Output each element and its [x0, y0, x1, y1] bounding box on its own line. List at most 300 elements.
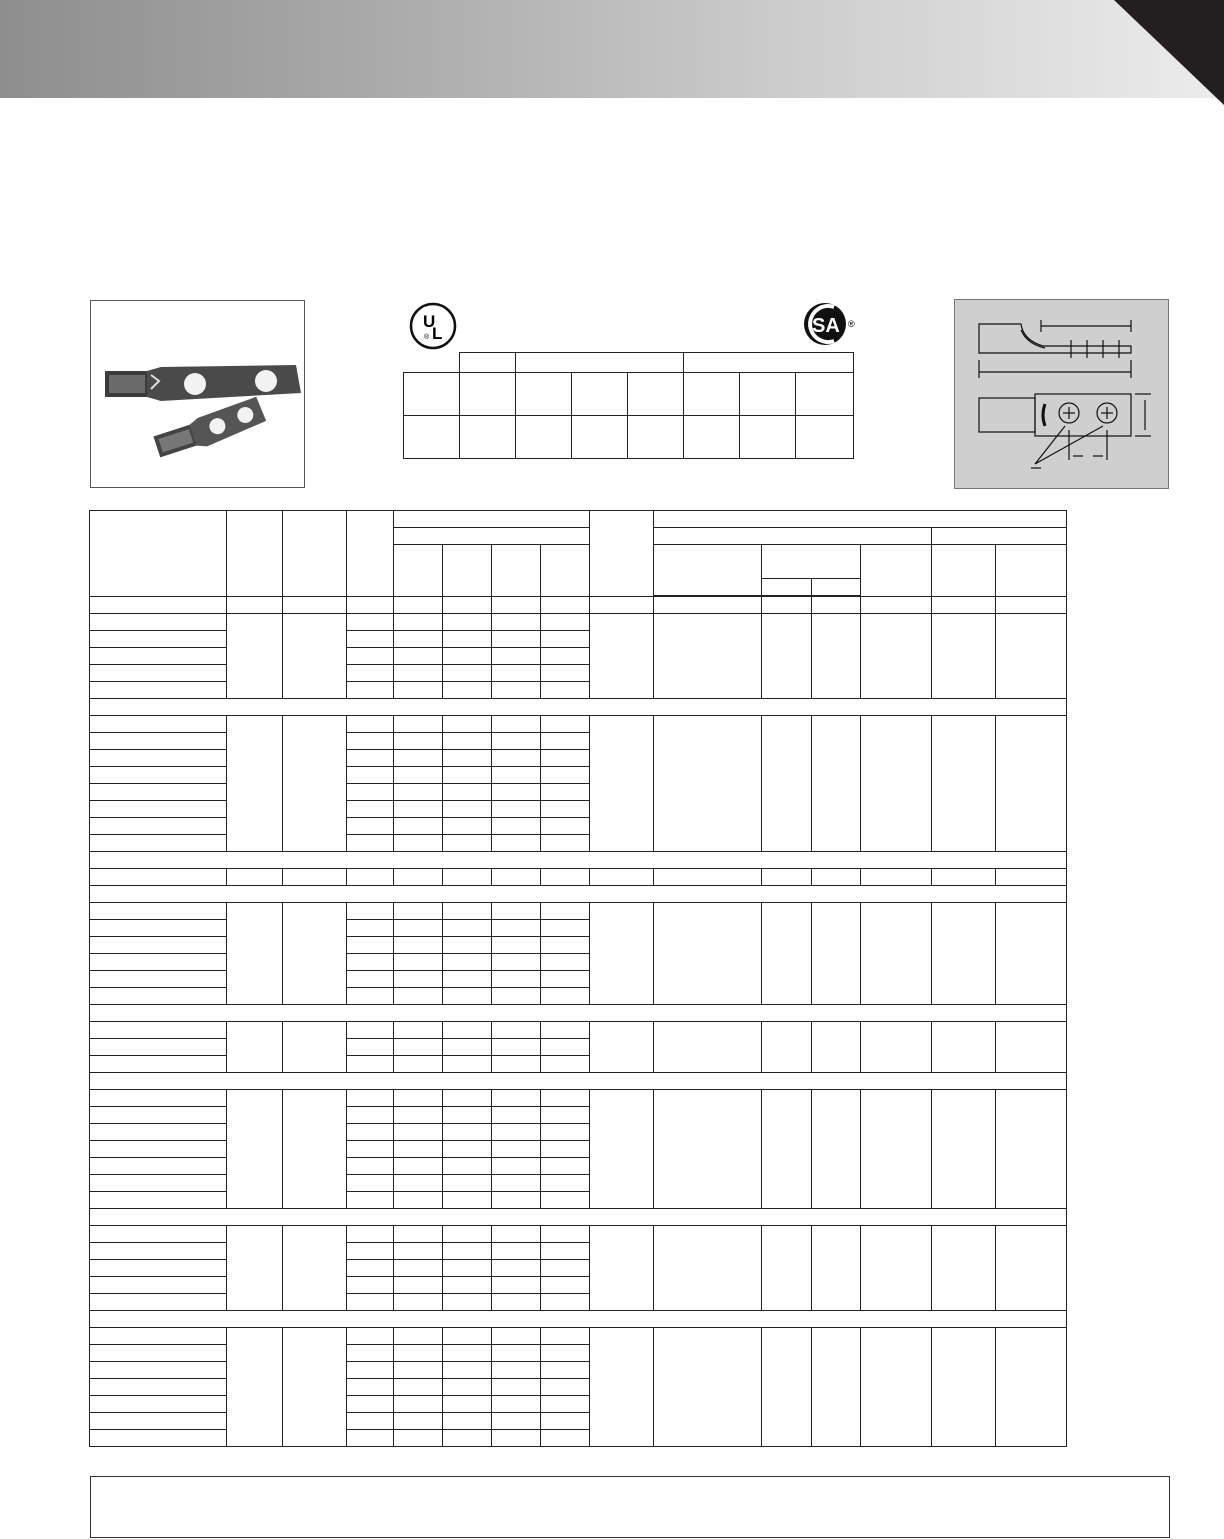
row-value-cell [443, 869, 492, 886]
row-value-cell [347, 1396, 394, 1413]
group-cell [762, 903, 812, 1005]
row-value-cell [492, 750, 541, 767]
certification-table [403, 352, 854, 459]
group-cell [227, 1022, 283, 1073]
group-cell [861, 1022, 932, 1073]
row-value-cell [394, 1396, 443, 1413]
group-cell [762, 716, 812, 852]
dimension-diagram [954, 299, 1169, 489]
row-value-cell [394, 784, 443, 801]
group-cell [762, 1328, 812, 1447]
row-value-cell [541, 1090, 590, 1107]
row-value-cell [541, 937, 590, 954]
group-cell [590, 1090, 654, 1209]
svg-text:SA: SA [812, 315, 840, 337]
row-value-cell [443, 750, 492, 767]
row-value-cell [492, 818, 541, 835]
cert-header-cell [516, 353, 684, 373]
row-value-cell [347, 835, 394, 852]
row-value-cell [492, 1430, 541, 1447]
row-value-cell [492, 1124, 541, 1141]
row-value-cell [492, 1243, 541, 1260]
row-value-cell [394, 665, 443, 682]
group-cell [932, 1022, 996, 1073]
row-value-cell [541, 1294, 590, 1311]
group-cell [654, 1226, 762, 1311]
units-cell [227, 597, 283, 614]
cert-cell [460, 373, 516, 416]
group-cell [812, 869, 861, 886]
row-value-cell [443, 1158, 492, 1175]
svg-text:®: ® [848, 319, 855, 329]
group-cell [861, 1090, 932, 1209]
cert-row-label [404, 373, 460, 416]
group-separator-cell [90, 1073, 1067, 1090]
cert-cell [740, 373, 796, 416]
group-cell [590, 869, 654, 886]
cert-header-cell [684, 353, 854, 373]
group-cell [283, 903, 347, 1005]
ul-logo [408, 301, 458, 351]
catalog-number-cell [90, 818, 227, 835]
group-cell [762, 869, 812, 886]
header-cell [932, 528, 1067, 545]
row-value-cell [394, 1039, 443, 1056]
row-value-cell [394, 1413, 443, 1430]
row-value-cell [492, 1039, 541, 1056]
catalog-number-cell [90, 835, 227, 852]
row-value-cell [541, 1141, 590, 1158]
lug-dimension-drawing [955, 300, 1168, 488]
cert-cell [740, 416, 796, 459]
group-separator-cell [90, 699, 1067, 716]
row-value-cell [541, 1345, 590, 1362]
group-cell [227, 869, 283, 886]
row-value-cell [541, 954, 590, 971]
row-value-cell [394, 716, 443, 733]
row-value-cell [394, 1158, 443, 1175]
row-value-cell [394, 1124, 443, 1141]
row-value-cell [347, 1192, 394, 1209]
catalog-number-cell [90, 1226, 227, 1243]
row-value-cell [492, 1379, 541, 1396]
table-row [90, 903, 1067, 920]
catalog-number-cell [90, 1141, 227, 1158]
catalog-number-cell [90, 903, 227, 920]
catalog-number-cell [90, 954, 227, 971]
row-value-cell [347, 869, 394, 886]
group-cell [861, 716, 932, 852]
group-cell [932, 903, 996, 1005]
group-cell [762, 1090, 812, 1209]
group-cell [590, 1328, 654, 1447]
row-value-cell [541, 988, 590, 1005]
units-cell [283, 597, 347, 614]
group-separator-cell [90, 886, 1067, 903]
cert-cell [684, 416, 740, 459]
group-cell [227, 716, 283, 852]
row-value-cell [443, 665, 492, 682]
row-value-cell [347, 1362, 394, 1379]
group-cell [590, 614, 654, 699]
header-cell [283, 511, 347, 597]
row-value-cell [492, 665, 541, 682]
row-value-cell [443, 1192, 492, 1209]
table-row [90, 1226, 1067, 1243]
catalog-number-cell [90, 1175, 227, 1192]
table-row [90, 1328, 1067, 1345]
group-cell [590, 716, 654, 852]
cert-corner-blank [404, 353, 460, 373]
group-cell [227, 1226, 283, 1311]
units-cell [932, 597, 996, 614]
row-value-cell [492, 1345, 541, 1362]
row-value-cell [541, 1413, 590, 1430]
row-value-cell [394, 920, 443, 937]
two-hole-lug-image [91, 301, 304, 487]
row-value-cell [492, 971, 541, 988]
header-cell [443, 545, 492, 597]
row-value-cell [541, 716, 590, 733]
row-value-cell [541, 835, 590, 852]
row-value-cell [443, 1022, 492, 1039]
row-value-cell [347, 784, 394, 801]
group-separator-row [90, 1073, 1067, 1090]
row-value-cell [394, 750, 443, 767]
header-cell [347, 511, 394, 597]
catalog-number-cell [90, 1379, 227, 1396]
group-cell [812, 614, 861, 699]
group-cell [227, 1328, 283, 1447]
row-value-cell [394, 1277, 443, 1294]
row-value-cell [443, 614, 492, 631]
row-value-cell [541, 750, 590, 767]
group-separator-row [90, 886, 1067, 903]
row-value-cell [492, 648, 541, 665]
row-value-cell [394, 614, 443, 631]
header-cell [227, 511, 283, 597]
group-cell [590, 1226, 654, 1311]
row-value-cell [394, 835, 443, 852]
row-value-cell [492, 1328, 541, 1345]
catalog-number-cell [90, 1413, 227, 1430]
cert-cell [516, 416, 572, 459]
catalog-number-cell [90, 1056, 227, 1073]
header-cell [654, 545, 762, 596]
header-cell [762, 579, 812, 596]
cert-cell [516, 373, 572, 416]
row-value-cell [347, 750, 394, 767]
row-value-cell [492, 1090, 541, 1107]
group-cell [812, 903, 861, 1005]
row-value-cell [394, 903, 443, 920]
group-cell [812, 716, 861, 852]
row-value-cell [347, 1124, 394, 1141]
row-value-cell [347, 1158, 394, 1175]
table-row [90, 1022, 1067, 1039]
row-value-cell [541, 1328, 590, 1345]
row-value-cell [443, 1243, 492, 1260]
header-cell [996, 545, 1067, 597]
group-separator-row [90, 1311, 1067, 1328]
row-value-cell [492, 835, 541, 852]
group-separator-row [90, 1209, 1067, 1226]
group-cell [283, 1226, 347, 1311]
row-value-cell [492, 869, 541, 886]
catalog-number-cell [90, 1243, 227, 1260]
row-value-cell [347, 1141, 394, 1158]
row-value-cell [541, 1192, 590, 1209]
row-value-cell [492, 1294, 541, 1311]
row-value-cell [347, 1430, 394, 1447]
group-separator-row [90, 1005, 1067, 1022]
cert-cell [796, 373, 854, 416]
row-value-cell [492, 1158, 541, 1175]
catalog-number-cell [90, 1345, 227, 1362]
svg-text:®: ® [424, 334, 430, 341]
units-cell [443, 597, 492, 614]
row-value-cell [443, 1226, 492, 1243]
row-value-cell [347, 988, 394, 1005]
row-value-cell [492, 988, 541, 1005]
catalog-number-cell [90, 1090, 227, 1107]
row-value-cell [541, 648, 590, 665]
header-cell [394, 528, 590, 545]
row-value-cell [541, 1396, 590, 1413]
row-value-cell [541, 1430, 590, 1447]
group-cell [654, 1090, 762, 1209]
row-value-cell [443, 1175, 492, 1192]
catalog-number-cell [90, 1277, 227, 1294]
row-value-cell [347, 1056, 394, 1073]
header-cell [541, 545, 590, 597]
units-cell [590, 597, 654, 614]
catalog-number-cell [90, 1022, 227, 1039]
row-value-cell [443, 1430, 492, 1447]
row-value-cell [443, 801, 492, 818]
row-value-cell [443, 988, 492, 1005]
cert-header-cell [460, 353, 516, 373]
row-value-cell [492, 1396, 541, 1413]
row-value-cell [492, 1413, 541, 1430]
row-value-cell [394, 1022, 443, 1039]
row-value-cell [347, 1277, 394, 1294]
product-photo [90, 300, 305, 488]
row-value-cell [492, 920, 541, 937]
row-value-cell [443, 1396, 492, 1413]
cert-cell [628, 416, 684, 459]
row-value-cell [541, 1056, 590, 1073]
row-value-cell [347, 665, 394, 682]
row-value-cell [443, 767, 492, 784]
catalog-number-cell [90, 767, 227, 784]
group-cell [283, 869, 347, 886]
row-value-cell [443, 1039, 492, 1056]
row-value-cell [443, 1345, 492, 1362]
row-value-cell [394, 818, 443, 835]
row-value-cell [443, 1294, 492, 1311]
group-cell [654, 869, 762, 886]
group-cell [932, 1328, 996, 1447]
row-value-cell [347, 1379, 394, 1396]
catalog-number-cell [90, 1124, 227, 1141]
row-value-cell [347, 1175, 394, 1192]
row-value-cell [492, 1362, 541, 1379]
row-value-cell [443, 716, 492, 733]
group-cell [996, 1328, 1067, 1447]
group-separator-row [90, 852, 1067, 869]
cert-cell [572, 416, 628, 459]
cert-cell [572, 373, 628, 416]
catalog-number-cell [90, 971, 227, 988]
row-value-cell [443, 1124, 492, 1141]
row-value-cell [394, 869, 443, 886]
header-cell [492, 545, 541, 597]
row-value-cell [443, 835, 492, 852]
header-cell [932, 545, 996, 597]
cert-row-label [404, 416, 460, 459]
cert-cell [460, 416, 516, 459]
catalog-number-cell [90, 801, 227, 818]
row-value-cell [443, 1260, 492, 1277]
group-cell [932, 1090, 996, 1209]
row-value-cell [443, 971, 492, 988]
row-value-cell [394, 648, 443, 665]
group-cell [227, 1090, 283, 1209]
catalog-number-cell [90, 614, 227, 631]
row-value-cell [394, 1192, 443, 1209]
row-value-cell [541, 614, 590, 631]
row-value-cell [347, 1328, 394, 1345]
units-cell [90, 597, 227, 614]
row-value-cell [347, 903, 394, 920]
row-value-cell [443, 1090, 492, 1107]
units-cell [394, 597, 443, 614]
table-row [90, 869, 1067, 886]
spec-table-header [90, 511, 1067, 614]
row-value-cell [394, 1175, 443, 1192]
row-value-cell [492, 682, 541, 699]
group-cell [932, 614, 996, 699]
row-value-cell [492, 631, 541, 648]
row-value-cell [443, 1379, 492, 1396]
row-value-cell [443, 682, 492, 699]
group-cell [812, 1022, 861, 1073]
header-cell [861, 545, 932, 597]
row-value-cell [443, 733, 492, 750]
catalog-number-cell [90, 1107, 227, 1124]
row-value-cell [347, 1260, 394, 1277]
row-value-cell [347, 1294, 394, 1311]
row-value-cell [541, 631, 590, 648]
row-value-cell [394, 1328, 443, 1345]
group-cell [227, 903, 283, 1005]
row-value-cell [541, 767, 590, 784]
row-value-cell [492, 784, 541, 801]
row-value-cell [541, 1243, 590, 1260]
group-cell [654, 716, 762, 852]
group-cell [861, 614, 932, 699]
svg-text:L: L [432, 324, 443, 343]
row-value-cell [347, 631, 394, 648]
row-value-cell [541, 1277, 590, 1294]
row-value-cell [394, 1379, 443, 1396]
row-value-cell [443, 903, 492, 920]
row-value-cell [394, 954, 443, 971]
header-cell [394, 511, 590, 528]
group-cell [812, 1328, 861, 1447]
units-row [90, 597, 1067, 614]
row-value-cell [541, 903, 590, 920]
row-value-cell [541, 1379, 590, 1396]
row-value-cell [443, 937, 492, 954]
group-cell [861, 869, 932, 886]
catalog-number-cell [90, 1328, 227, 1345]
group-cell [996, 716, 1067, 852]
row-value-cell [347, 971, 394, 988]
catalog-number-cell [90, 869, 227, 886]
units-cell [996, 597, 1067, 614]
row-value-cell [492, 1141, 541, 1158]
row-value-cell [541, 869, 590, 886]
group-separator-cell [90, 1005, 1067, 1022]
catalog-number-cell [90, 784, 227, 801]
row-value-cell [541, 1158, 590, 1175]
row-value-cell [492, 767, 541, 784]
row-value-cell [443, 954, 492, 971]
catalog-number-cell [90, 1396, 227, 1413]
cert-cell [628, 373, 684, 416]
units-cell [762, 597, 812, 614]
row-value-cell [394, 988, 443, 1005]
group-cell [932, 716, 996, 852]
catalog-number-cell [90, 1430, 227, 1447]
row-value-cell [541, 1039, 590, 1056]
row-value-cell [347, 716, 394, 733]
group-cell [996, 903, 1067, 1005]
catalog-number-cell [90, 716, 227, 733]
row-value-cell [347, 937, 394, 954]
row-value-cell [541, 801, 590, 818]
group-separator-cell [90, 852, 1067, 869]
catalog-number-cell [90, 682, 227, 699]
catalog-number-cell [90, 920, 227, 937]
table-row [90, 1090, 1067, 1107]
row-value-cell [394, 1362, 443, 1379]
header-cell [394, 545, 443, 597]
row-value-cell [347, 648, 394, 665]
row-value-cell [394, 631, 443, 648]
row-value-cell [394, 767, 443, 784]
group-cell [812, 1090, 861, 1209]
row-value-cell [443, 784, 492, 801]
header-band [0, 0, 1224, 98]
row-value-cell [492, 1107, 541, 1124]
row-value-cell [394, 682, 443, 699]
units-cell [492, 597, 541, 614]
row-value-cell [541, 784, 590, 801]
row-value-cell [443, 1328, 492, 1345]
row-value-cell [492, 733, 541, 750]
group-cell [590, 1022, 654, 1073]
row-value-cell [541, 1107, 590, 1124]
row-value-cell [347, 733, 394, 750]
row-value-cell [347, 954, 394, 971]
group-cell [996, 869, 1067, 886]
row-value-cell [541, 682, 590, 699]
group-cell [762, 614, 812, 699]
row-value-cell [443, 1413, 492, 1430]
